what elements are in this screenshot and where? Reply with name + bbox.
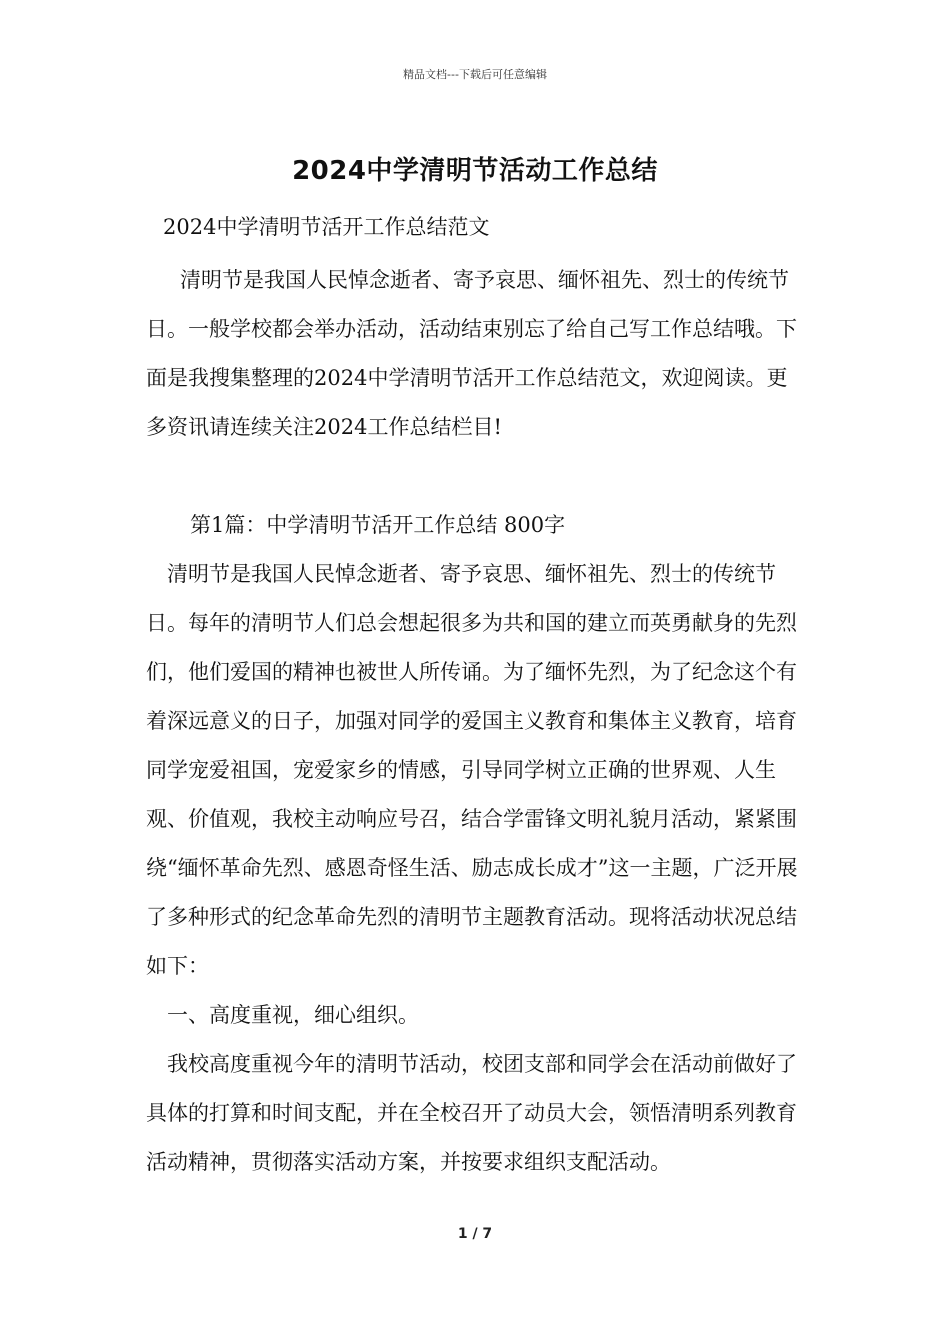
- page-number: 1 / 7: [457, 1226, 493, 1242]
- body-paragraph-2: 我校高度重视今年的清明节活动，校团支部和同学会在活动前做好了具体的打算和时间支配，并在全校召开了动员大会，领悟清明系列教育活动精神，贯彻落实活动方案，并按要求组织支配活动。: [146, 1052, 797, 1174]
- section-heading-1: 一、高度重视，细心组织。: [167, 1003, 419, 1027]
- page-header: 精品文档---下载后可任意编辑: [403, 68, 547, 81]
- body-paragraph-1: 清明节是我国人民悼念逝者、寄予哀思、缅怀祖先、烈士的传统节日。每年的清明节人们总会想起很多为共和国的建立而英勇献身的先烈们，他们爱国的精神也被世人所传诵。为了缅怀先烈，为了纪念这个有着深远意义的日子，加强对同学的爱国主义教育和集体主义教育，培育同学宠爱祖国，宠爱家乡的情感，引导同学树立正确的世界观、人生观、价值观，我校主动响应号召，结合学雷锋文明礼貌月活动，紧紧围绕“缅怀革命先烈、感恩奇怪生活、励志成长成才”这一主题，广泛开展了多种形式的纪念革命先烈的清明节主题教育活动。现将活动状况总结如下：: [146, 562, 798, 978]
- document-subtitle: 2024中学清明节活开工作总结范文: [163, 215, 490, 239]
- section-title: 第1篇：中学清明节活开工作总结 800字: [190, 513, 566, 537]
- document-body: [146, 203, 808, 1187]
- blank-line: [146, 452, 808, 501]
- document-title: 2024中学清明节活动工作总结: [292, 156, 658, 186]
- intro-paragraph: 清明节是我国人民悼念逝者、寄予哀思、缅怀祖先、烈士的传统节日。一般学校都会举办活动，活动结束别忘了给自己写工作总结哦。下面是我搜集整理的2024中学清明节活开工作总结范文，欢迎阅读。更多资讯请连续关注2024工作总结栏目!: [146, 268, 797, 439]
